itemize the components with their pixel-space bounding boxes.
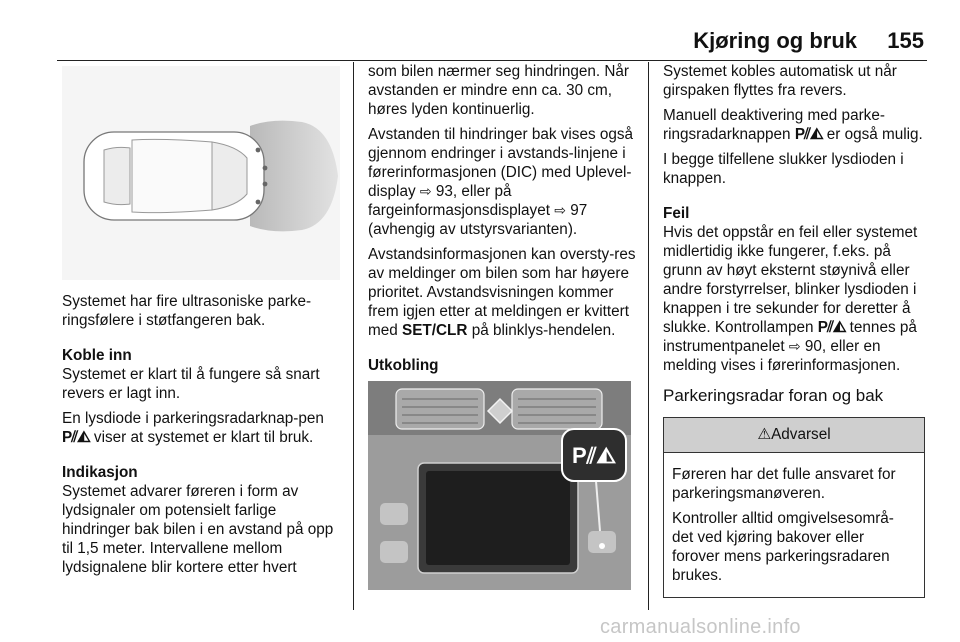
car-sensor-illustration <box>62 66 340 280</box>
warning-title: Advarsel <box>771 426 831 443</box>
watermark: carmanualsonline.info <box>600 616 801 638</box>
manual-deactivation-paragraph: Manuell deaktivering med parke-ringsradarknappen P⫽◭ er også mulig. <box>663 107 923 143</box>
park-radar-button-icon: P⫽◭ <box>794 126 823 143</box>
led-off-paragraph: I begge tilfellene slukker lysdioden i knappen. <box>663 151 904 187</box>
section-title: Parkeringsradar foran og bak <box>663 386 884 405</box>
koble-inn-paragraph: Systemet er klart til å fungere så snart revers er lagt inn. <box>62 366 320 402</box>
continued-paragraph: som bilen nærmer seg hindringen. Når avstanden er mindre enn ca. 30 cm, høres lyden kontinuerlig. <box>368 63 630 118</box>
warning-box <box>663 417 925 598</box>
lysdiode-paragraph: En lysdiode i parkeringsradarknap-pen P⫽◭ viser at systemet er klart til bruk. <box>62 410 324 446</box>
page-ref-icon: ⇨ <box>788 338 801 354</box>
page-ref-icon: ⇨ <box>554 202 566 218</box>
page-ref-93[interactable]: 93 <box>435 183 453 200</box>
dashboard-photo <box>368 381 631 590</box>
column-divider-1 <box>353 62 354 610</box>
warning-body <box>664 453 924 597</box>
dashboard-button-illustration <box>368 381 631 590</box>
park-radar-lamp-icon: P⫽◭ <box>817 319 846 336</box>
column-divider-2 <box>648 62 649 610</box>
heading-koble-inn: Koble inn <box>62 347 132 364</box>
set-clr-key: SET/CLR <box>402 322 468 339</box>
fault-paragraph: Hvis det oppstår en feil eller systemet midlertidig ikke fungerer, f.eks. på grunn av høyt eksternt støynivå eller andre forstyrrelser, blinker lysdioden i knappen i tre sekunder for deretter å slukke. Kontrollampen P⫽◭ tennes på instrumentpanelet ⇨ 90, eller en melding vises i førerinformasjonen. <box>663 224 918 374</box>
column-3 <box>663 62 933 598</box>
intro-paragraph: Systemet har fire ultrasoniske parke-ringsfølere i støtfangeren bak. <box>62 293 312 329</box>
auto-deactivation-paragraph: Systemet kobles automatisk ut når girspaken flyttes fra revers. <box>663 63 897 99</box>
override-paragraph: Avstandsinformasjonen kan oversty-res av meldinger om bilen som har høyere prioritet. Avstandsvisningen kommer frem igjen etter at meldingen er kvittert med SET/CLR på blinklys-hendelen. <box>368 246 636 339</box>
column-1 <box>62 62 342 583</box>
indikasjon-paragraph: Systemet advarer føreren i form av lydsignaler om potensielt farlige hindringer bak bilen i en avstand på opp til 1,5 meter. Intervallene mellom lydsignalene blir kortere etter hvert <box>62 483 334 576</box>
heading-utkobling: Utkobling <box>368 357 439 374</box>
page-ref-icon: ⇨ <box>419 183 432 199</box>
warning-header <box>664 418 924 453</box>
car-top-view-icon <box>62 66 340 280</box>
park-radar-button-label: P⫽◭ <box>571 443 617 468</box>
park-radar-button-icon: P⫽◭ <box>62 429 90 446</box>
header-rule <box>57 60 927 61</box>
running-header: Kjøring og bruk <box>693 28 857 53</box>
heading-indikasjon: Indikasjon <box>62 464 138 481</box>
warning-icon: ⚠ <box>757 426 772 443</box>
page-number: 155 <box>887 28 924 53</box>
heading-feil: Feil <box>663 205 690 222</box>
column-2 <box>368 62 636 590</box>
warning-paragraph-2: Kontroller alltid omgivelsesområ-det ved kjøring bakover eller forover mens parkeringsradaren brukes. <box>672 510 894 584</box>
warning-paragraph-1: Føreren har det fulle ansvaret for parkeringsmanøveren. <box>672 466 896 502</box>
page-ref-90[interactable]: 90 <box>804 338 822 355</box>
page-ref-97[interactable]: 97 <box>570 202 588 219</box>
distance-display-paragraph: Avstanden til hindringer bak vises også gjennom endringer i avstands-linjene i førerinformasjonen (DIC) med Uplevel-display ⇨ 93, eller på fargeinformasjonsdisplayet ⇨ 97 (avhengig av utstyrsvarianten). <box>368 126 634 238</box>
